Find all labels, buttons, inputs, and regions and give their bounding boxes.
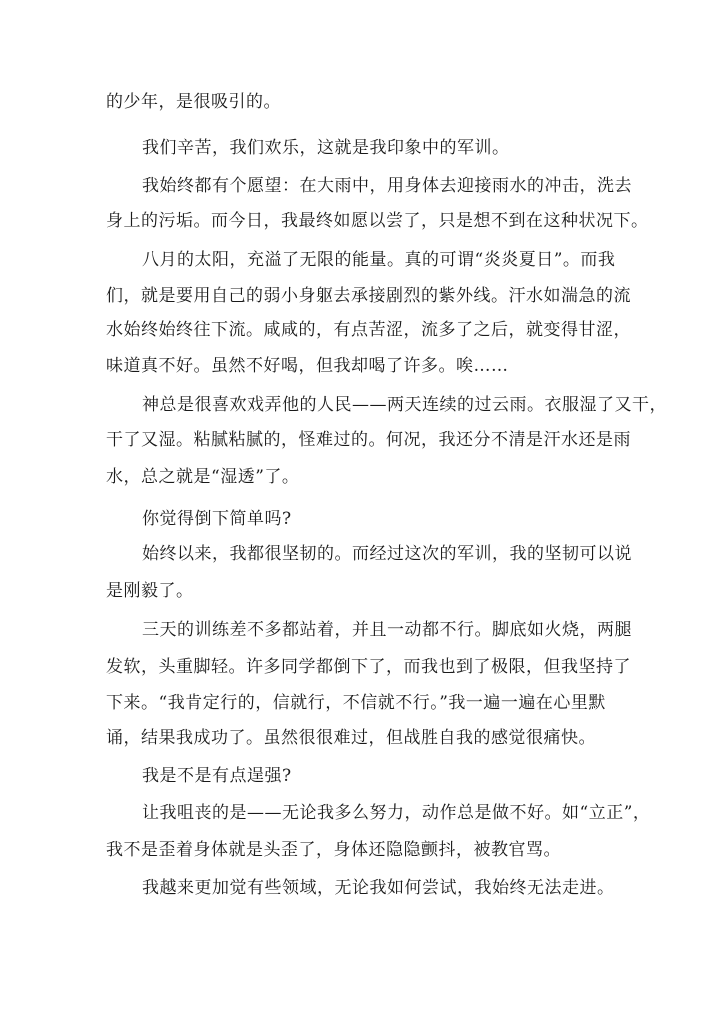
paragraph-line: 神总是很喜欢戏弄他的人民——两天连续的过云雨。衣服湿了又干， (142, 395, 667, 415)
text-line: 发软，头重脚轻。许多同学都倒下了，而我也到了极限，但我坚持了 (106, 657, 631, 677)
paragraph-line: 三天的训练差不多都站着，并且一动都不行。脚底如火烧，两腿 (142, 620, 632, 640)
paragraph-line: 始终以来，我都很坚韧的。而经过这次的军训，我的坚韧可以说 (142, 544, 632, 564)
text-line: 们，就是要用自己的弱小身躯去承接剧烈的紫外线。汗水如湍急的流 (106, 286, 631, 306)
text-line: 我不是歪着身体就是头歪了，身体还隐隐颤抖，被教官骂。 (106, 840, 561, 860)
paragraph-line: 我是不是有点逞强? (142, 766, 292, 786)
text-line: 身上的污垢。而今日，我最终如愿以尝了，只是想不到在这种状况下。 (106, 211, 649, 231)
text-line: 是刚毅了。 (106, 581, 194, 601)
text-line: 味道真不好。虽然不好喝，但我却喝了许多。唉…… (106, 356, 509, 376)
text-line: 下来。“我肯定行的，信就行，不信就不行。”我一遍一遍在心里默 (106, 693, 606, 713)
paragraph-line: 八月的太阳，充溢了无限的能量。真的可谓“炎炎夏日”。而我 (142, 250, 616, 270)
paragraph-line: 我们辛苦，我们欢乐，这就是我印象中的军训。 (142, 138, 510, 158)
text-line: 水始终始终往下流。咸咸的，有点苦涩，流多了之后，就变得甘涩， (106, 320, 631, 340)
text-line: 的少年，是很吸引的。 (106, 92, 281, 112)
paragraph-line: 我越来更加觉有些领域，无论我如何尝试，我始终无法走进。 (142, 878, 615, 898)
text-line: 水，总之就是“湿透”了。 (106, 467, 300, 487)
paragraph-line: 我始终都有个愿望：在大雨中，用身体去迎接雨水的冲击，洗去 (142, 176, 632, 196)
text-line: 诵，结果我成功了。虽然很很难过，但战胜自我的感觉很痛快。 (106, 728, 596, 748)
paragraph-line: 你觉得倒下简单吗? (142, 509, 292, 529)
paragraph-line: 让我咀丧的是——无论我多么努力，动作总是做不好。如“立正”， (142, 803, 651, 823)
text-line: 干了又湿。粘腻粘腻的，怪难过的。何况，我还分不清是汗水还是雨 (106, 430, 631, 450)
